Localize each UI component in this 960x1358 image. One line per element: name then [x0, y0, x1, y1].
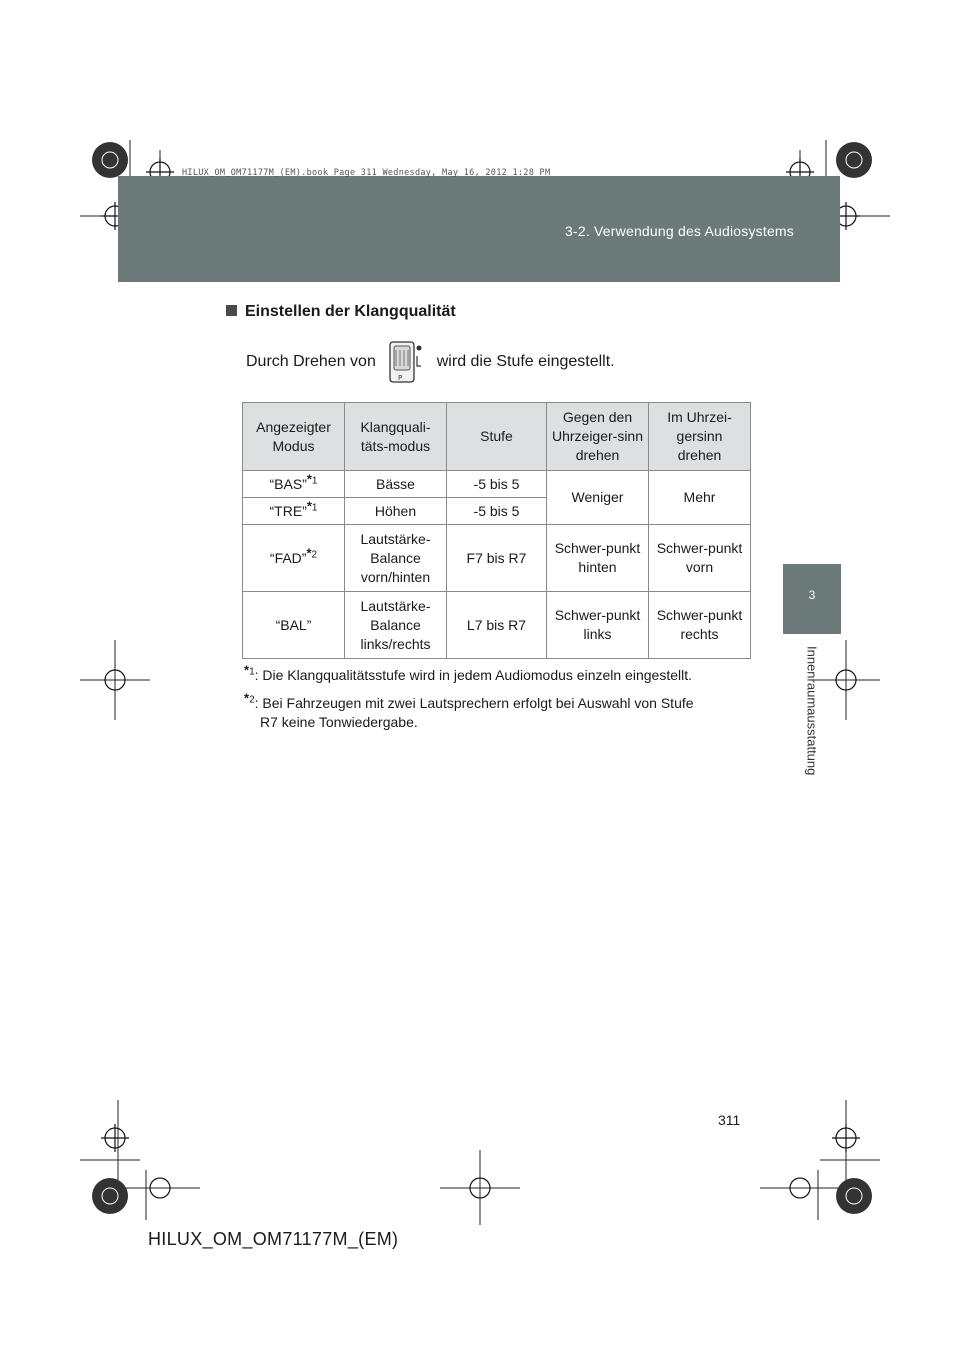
table-header-cell: Gegen den Uhrzeiger-sinn drehen [547, 403, 649, 471]
page-number: 311 [718, 1112, 741, 1128]
intro-after: wird die Stufe eingestellt. [436, 353, 615, 371]
table-header-cell: Im Uhrzei-gersinn drehen [649, 403, 751, 471]
table-row [243, 471, 751, 498]
table-cell: F7 bis R7 [447, 525, 547, 592]
table-cell: Weniger [547, 471, 649, 525]
table-cell: -5 bis 5 [447, 471, 547, 498]
book-stamp: HILUX_OM_OM71177M_(EM).book Page 311 Wednesday, May 16, 2012 1:28 PM [182, 168, 551, 178]
table-cell: Höhen [345, 498, 447, 525]
svg-text:P: P [398, 374, 403, 382]
intro-before: Durch Drehen von [246, 353, 376, 371]
table-cell: Lautstärke-Balance links/rechts [345, 592, 447, 659]
chapter-tab [783, 564, 841, 634]
table-header-cell: Angezeigter Modus [243, 403, 345, 471]
table-cell: Lautstärke-Balance vorn/hinten [345, 525, 447, 592]
table-cell: Mehr [649, 471, 751, 525]
table-cell: Schwer-punkt rechts [649, 592, 751, 659]
footnote-1: *$^1$: Die Klangqualitätsstufe wird in jedem Audiomodus einzeln eingestellt. [244, 662, 692, 683]
table-cell: Schwer-punkt links [547, 592, 649, 659]
table-row [243, 525, 751, 592]
table-cell-mode: “BAS”*$^1$ [243, 471, 345, 498]
table-cell: Bässe [345, 471, 447, 498]
document-id: HILUX_OM_OM71177M_(EM) [148, 1229, 399, 1249]
table-header-cell: Klangquali-täts-modus [345, 403, 447, 471]
table-cell: Schwer-punkt hinten [547, 525, 649, 592]
table-cell-mode: “FAD”*$^2$ [243, 525, 345, 592]
footnote-star: * [306, 470, 312, 486]
section-title: 3-2. Verwendung des Audiosystems [565, 223, 794, 239]
table-header-row [243, 403, 751, 471]
chapter-label [800, 646, 824, 826]
table-header-cell: Stufe [447, 403, 547, 471]
chapter-label-text: Innenraumausstattung [804, 646, 820, 776]
table-cell-mode: “TRE”*$^1$ [243, 498, 345, 525]
square-bullet-icon [226, 305, 237, 316]
chapter-number: 3 [808, 588, 816, 602]
footnote-star: * [306, 544, 312, 560]
table-row [243, 592, 751, 659]
heading-text: Einstellen der Klangqualität [245, 303, 456, 320]
table-cell-mode: “BAL” [243, 592, 345, 659]
footnote-star: * [306, 497, 312, 513]
table-cell: -5 bis 5 [447, 498, 547, 525]
table-cell: Schwer-punkt vorn [649, 525, 751, 592]
sound-quality-table [242, 402, 751, 659]
footnote-2: *$^2$: Bei Fahrzeugen mit zwei Lautsprechern erfolgt bei Auswahl von Stufe R7 keine Tonwiedergabe. [244, 690, 694, 730]
volume-knob-icon [386, 340, 426, 384]
section-header-band [118, 176, 840, 282]
section-heading [226, 303, 456, 321]
table-cell: L7 bis R7 [447, 592, 547, 659]
intro-text [246, 346, 615, 382]
